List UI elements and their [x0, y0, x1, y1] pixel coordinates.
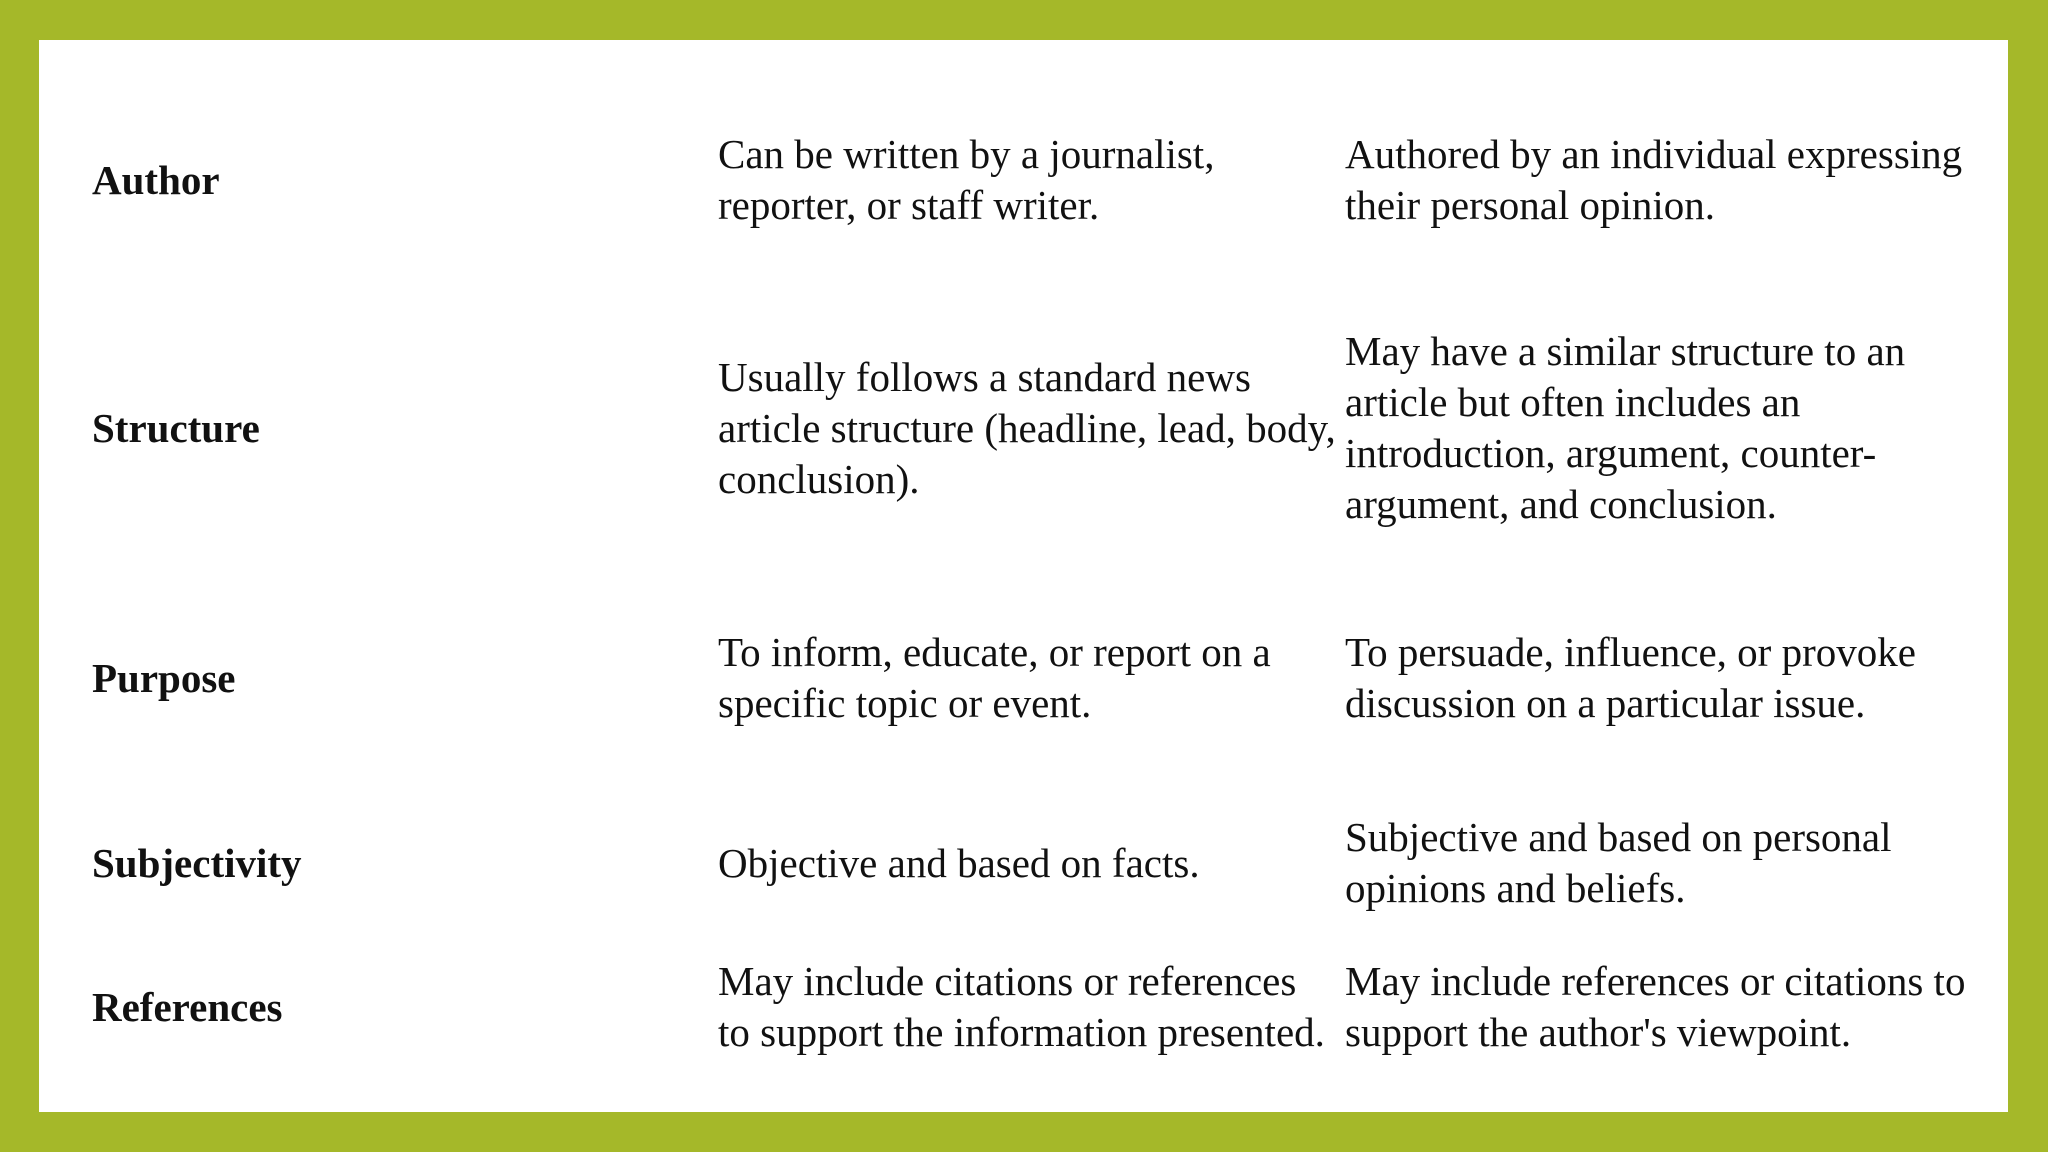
row-label: Subjectivity: [92, 839, 302, 886]
row-label: Purpose: [92, 654, 236, 701]
row-label: Author: [92, 156, 220, 203]
opinion-piece-cell: Authored by an individual expressing their personal opinion.: [1345, 131, 1963, 228]
row-label: Structure: [92, 404, 260, 451]
table-row-references: [39, 897, 2008, 1117]
table-row-author: [39, 70, 2008, 290]
opinion-piece-cell: May include references or citations to support the author's viewpoint.: [1345, 958, 1966, 1055]
opinion-piece-cell: Subjective and based on personal opinions and beliefs.: [1345, 814, 1892, 911]
news-article-cell: Objective and based on facts.: [718, 839, 1200, 886]
news-article-cell: To inform, educate, or report on a specific topic or event.: [718, 629, 1271, 726]
opinion-piece-cell: To persuade, influence, or provoke discussion on a particular issue.: [1345, 629, 1916, 726]
table-row-structure: [39, 318, 2008, 538]
comparison-slide: [39, 40, 2008, 1112]
news-article-cell: Can be written by a journalist, reporter, or staff writer.: [718, 131, 1215, 228]
news-article-cell: Usually follows a standard news article structure (headline, lead, body, conclusion).: [718, 353, 1336, 502]
row-label: References: [92, 983, 283, 1030]
news-article-cell: May include citations or references to support the information presented.: [718, 958, 1325, 1055]
opinion-piece-cell: May have a similar structure to an article but often includes an introduction, argument, counter-argument, and conclusion.: [1345, 328, 1906, 527]
